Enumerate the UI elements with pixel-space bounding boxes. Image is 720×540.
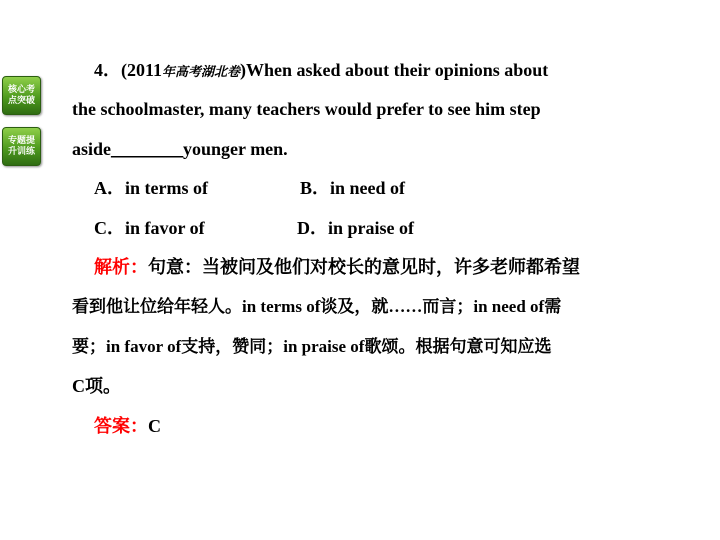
option-letter: A． bbox=[94, 178, 125, 198]
sidebar-button-label: 核心考点突破 bbox=[7, 84, 35, 106]
analysis-line-4 bbox=[72, 375, 121, 397]
question-line-1 bbox=[94, 59, 548, 84]
option-letter: C． bbox=[94, 218, 125, 238]
sidebar-button-core-points[interactable] bbox=[2, 76, 41, 115]
option-text: in favor of bbox=[125, 218, 205, 238]
analysis-text: 看到他让位给年轻人。in terms of谈及，就……而言；in need of需 bbox=[72, 297, 562, 316]
option-text: in praise of bbox=[328, 218, 415, 238]
analysis-label: 解析： bbox=[94, 257, 148, 278]
question-line-3 bbox=[72, 138, 288, 160]
analysis-line-2 bbox=[72, 296, 561, 318]
analysis-text: 要；in favor of支持，赞同；in praise of歌颂。根据句意可知应选 bbox=[72, 337, 552, 356]
answer-label: 答案： bbox=[94, 416, 148, 437]
option-c bbox=[94, 217, 205, 239]
answer-line bbox=[94, 415, 161, 438]
answer-blank: ________ bbox=[111, 139, 184, 159]
stem-text: aside bbox=[72, 139, 112, 159]
option-d bbox=[297, 217, 414, 239]
sidebar-button-label: 专题提升训练 bbox=[7, 135, 35, 157]
analysis-text: C项。 bbox=[72, 376, 121, 396]
question-line-2 bbox=[72, 98, 541, 120]
sidebar-button-practice[interactable] bbox=[2, 127, 41, 166]
source-open: (2011 bbox=[121, 60, 163, 80]
analysis-text: 句意：当被问及他们对校长的意见时，许多老师都希望 bbox=[148, 257, 580, 278]
option-b bbox=[300, 177, 405, 199]
stem-text: When asked about their opinions about bbox=[246, 60, 549, 80]
stem-text: younger men. bbox=[183, 139, 288, 159]
option-text: in need of bbox=[330, 178, 406, 198]
option-a bbox=[94, 177, 208, 199]
analysis-line-3 bbox=[72, 336, 551, 358]
source-label: 年高考湖北卷 bbox=[162, 65, 241, 80]
option-letter: D． bbox=[297, 218, 328, 238]
source-close: ) bbox=[240, 60, 247, 80]
stem-text: the schoolmaster, many teachers would prefer to see him step bbox=[72, 99, 541, 119]
option-letter: B． bbox=[300, 178, 331, 198]
analysis-line-1 bbox=[94, 256, 580, 279]
option-text: in terms of bbox=[125, 178, 208, 198]
question-number: 4． bbox=[94, 60, 121, 80]
answer-value: C bbox=[148, 416, 161, 436]
